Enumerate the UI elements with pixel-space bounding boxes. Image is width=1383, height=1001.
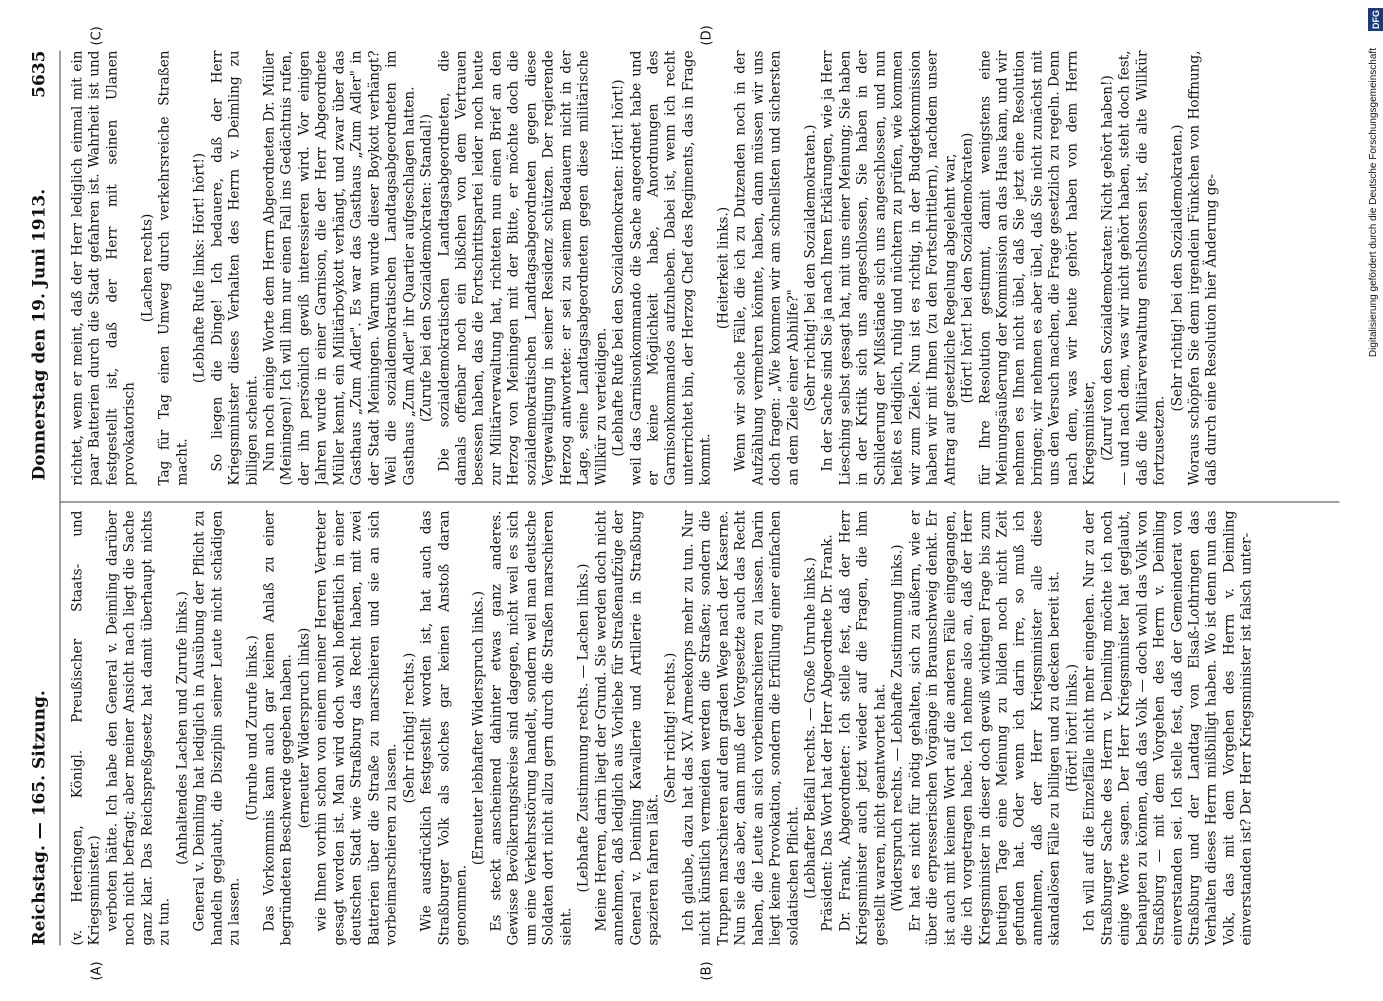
paragraph: So liegen die Dinge! Ich bedauere, daß der Herr Kriegsminister dieses Verhalten des Herrn v. Deimling zu billigen scheint. bbox=[209, 50, 261, 486]
paragraph: Präsident: Das Wort hat der Herr Abgeordnete Dr. Frank. bbox=[819, 534, 836, 932]
side-note-strip bbox=[1368, 8, 1383, 1000]
paragraph: Die sozialdemokratischen Landtagsabgeordneten, die damals offenbar noch ein bißchen von dem Vertrauen besessen haben, das die Fortschrittspartei leider noch heute zur Militärverwaltung hat, richteten nun einen Brief an den Herzog von Meiningen mit der Bitte, er möchte doch die sozialdemokratischen Landtagsabgeordneten gegen diese Vergewaltigung in seiner Residenz schützen. Der regierende Herzog antwortete: er sei zu seinem Bedauern nicht in der Lage, seine Landtagsabgeordneten gegen diese militärische Willkür zu verteidigen. bbox=[436, 50, 610, 486]
paragraph: Er hat es nicht für nötig gehalten, sich zu äußern, wie er über die erpresserischen Vorgänge in Braunschweig denkt. Er ist auch mit keinem Wort auf die anderen Fälle eingegangen, die ich vorgetragen habe. Ich nehme also an, daß der Herr Kriegsminister in dieser doch gewiß wichtigen Frage bis zum heutigen Tage eine Meinung zu bilden noch nicht Zeit gefunden hat. Oder wenn ich darin irre, so muß ich annehmen, daß der Herr Kriegsminister alle diese skandalösen Fälle zu billigen und zu decken bereit ist. bbox=[907, 510, 1063, 946]
interjection: (Zuruf von den Sozialdemokraten: Nicht gehört haben!) bbox=[1099, 75, 1116, 461]
paragraph: Es steckt anscheinend dahinter etwas ganz anderes. Gewisse Bevölkerungskreise sind dagegen, nicht weil es sich um eine Verkehrsstörung handelt, sondern weil man deutsche Soldaten dort nicht allzu gern durch die Straßen marschieren sieht. bbox=[488, 510, 575, 946]
header-left bbox=[30, 516, 60, 946]
interjection: (Sehr richtig! rechts.) bbox=[401, 652, 418, 804]
left-text-column bbox=[70, 511, 1345, 946]
paragraph: Wie ausdrücklich festgestellt worden ist, hat auch das Straßburger Volk als solches gar keinen Anstoß daran genommen. bbox=[418, 510, 470, 946]
paragraph: Meine Herren, darin liegt der Grund. Sie werden doch nicht annehmen, daß lediglich aus Vorliebe für Straßenaufzüge der General v. Deimling Kavallerie und Artillerie in Straßburg spazieren fahren läßt. bbox=[593, 510, 662, 946]
interjection: (Anhaltendes Lachen und Zurufe links.) bbox=[174, 591, 191, 865]
paragraph: Tag für Tag einen Umweg durch verkehrsreiche Straßen macht. bbox=[156, 50, 191, 486]
paragraph: (v. Heeringen, Königl. Preußischer Staats- und Kriegsminister.) bbox=[69, 510, 103, 946]
interjection: (Lebhafte Rufe bei den Sozialdemokraten: Hört! hört!) bbox=[610, 79, 627, 457]
interjection: (Sehr richtig! bei den Sozialdemokraten.) bbox=[1169, 124, 1186, 412]
interjection: (Sehr richtig! bei den Sozialdemokraten.) bbox=[802, 124, 819, 412]
interjection: (Widerspruch rechts. — Lebhafte Zustimmung links.) bbox=[889, 544, 906, 912]
paragraph: richtet, wenn er meint, daß der Herr lediglich einmal mit ein paar Batterien durch die Stadt gefahren ist. Wahrheit ist und festgestellt ist, daß der Herr mit seinen Ulanen provokatorisch bbox=[69, 50, 138, 486]
interjection: (Lebhafte Rufe links: Hört! hört!) bbox=[191, 152, 208, 384]
page-number: 5635 bbox=[29, 50, 50, 98]
margin-marker-c: (C) bbox=[89, 26, 105, 46]
interjection: (Lachen rechts) bbox=[139, 213, 156, 323]
right-text-column bbox=[70, 51, 1345, 486]
interjection: (Lebhafte Zustimmung rechts. — Lachen links.) bbox=[575, 563, 592, 893]
dfg-badge: DFG bbox=[1368, 8, 1383, 31]
margin-marker-a: (A) bbox=[89, 961, 105, 981]
paragraph: Nun noch einige Worte dem Herrn Abgeordneten Dr. Müller (Meiningen)! Ich will ihm nur einen Fall ins Gedächtnis rufen, der ihn persönlich gewiß interessieren wird. Vor einigen Jahren wurde in einer Garnison, die der Herr Abgeordnete Müller kennt, ein Militärboykott verhängt, und zwar über das Gasthaus „Zum Adler". Es war das Gasthaus „Zum Adler" in der Stadt Meiningen. Warum wurde dieser Boykott verhängt? Weil die sozialdemokratischen Landtagsabgeordneten im Gasthaus „Zum Adler" ihr Quartier aufgeschlagen hatten. bbox=[261, 50, 418, 486]
paragraph: Woraus schöpfen Sie denn irgendein Fünkchen von Hoffnung, daß durch eine Resolution hier Änderung ge- bbox=[1186, 50, 1220, 486]
header-rule bbox=[60, 51, 61, 946]
paragraph: Das Vorkommnis kann auch gar keinen Anlaß zu einer begründeten Beschwerde gegeben haben. bbox=[261, 510, 295, 946]
interjection: (erneuter Widerspruch links) bbox=[296, 627, 313, 829]
margin-marker-b: (B) bbox=[699, 961, 715, 981]
paragraph: — und nach dem, was wir nicht gehört haben, steht doch fest, daß die Militärverwaltung entschlossen ist, die alte Willkür fortzusetzen. bbox=[1116, 50, 1168, 486]
paragraph: Dr. Frank, Abgeordneter: Ich stelle fest, daß der Herr Kriegsminister auch jetzt wieder auf die Fragen, die ihm gestellt waren, nicht geantwortet hat. bbox=[837, 510, 889, 946]
rotated-newspaper-page bbox=[0, 1, 1383, 1001]
paragraph: für Ihre Resolution gestimmt, damit wenigstens eine Meinungsäußerung der Kommission an das Haus kam, und wir nehmen es Ihnen nicht übel, daß Sie jetzt eine Resolution bringen; wir nehmen es aber übel, daß Sie nicht zunächst mit uns den Versuch machen, die Frage gesetzlich zu regeln. Denn nach dem, was wir heute gehört haben von dem Herrn Kriegsminister, bbox=[977, 50, 1098, 486]
interjection: (Hört! hört! links.) bbox=[1064, 663, 1081, 793]
interjection: (Sehr richtig! rechts.) bbox=[662, 652, 679, 804]
paragraph: verboten hätte. Ich habe den General v. Deimling darüber noch nicht befragt; aber meiner Ansicht nach liegt die Sache ganz klar. Das Reichspreßgesetz hat damit überhaupt nichts zu tun. bbox=[104, 510, 173, 946]
paragraph: Ich will auf die Einzelfälle nicht mehr eingehen. Nur zu der Straßburger Sache des Herrn v. Deimling möchte ich noch einige Worte sagen. Der Herr Kriegsminister hat geglaubt, behaupten zu können, daß das Volk — doch wohl das Volk von Straßburg — mit dem Vorgehen des Herrn v. Deimling einverstanden sei. Ich stelle fest, daß der Gemeinderat von Straßburg und der Landtag von Elsaß-Lothringen das Verhalten dieses Herrn mißbilligt haben. Wo ist denn nun das Volk, das mit dem Vorgehen des Herrn v. Deimling einverstanden ist? Der Herr Kriegsminister ist falsch unter- bbox=[1081, 510, 1255, 946]
paragraph: Ich glaube, dazu hat das XV. Armeekorps mehr zu tun. Nur nicht künstlich vermeiden werden die Straßen; sondern die Truppen marschieren auf dem graden Wege nach der Kaserne. Nun sie das aber, dann muß der Vorgesetzte auch das Recht haben, die Leute an sich vorbeimarschieren zu lassen. Darin liegt keine Provokation, sondern die Erfüllung einer einfachen soldatischen Pflicht. bbox=[680, 510, 802, 946]
header-right bbox=[30, 51, 60, 481]
paragraph: Wenn wir solche Fälle, die ich zu Dutzenden noch in der Aufzählung vermehren könnte, haben, dann müssen wir uns doch fragen: „Wie kommen wir am schnellsten und sichersten an dem Ziele einer Abhilfe?" bbox=[732, 50, 802, 486]
interjection: (Unruhe und Zurufe links.) bbox=[244, 635, 261, 821]
digitization-note: Digitalisierung gefördert durch die Deutsche Forschungsgemeinschaft bbox=[1368, 48, 1379, 358]
paragraph: General v. Deimling hat lediglich in Ausübung der Pflicht zu handeln geglaubt, die Disziplin seiner Leute nicht schädigen zu lassen. bbox=[191, 510, 243, 946]
interjection: (Zurufe bei den Sozialdemokraten: Standal!) bbox=[418, 113, 435, 423]
margin-marker-d: (D) bbox=[699, 25, 715, 46]
right-header-title: Donnerstag den 19. Juni 1913. bbox=[29, 188, 50, 481]
paragraph: wie Ihnen vorhin schon von einem meiner Herren Vertreter gesagt worden ist. Man wird doch wohl hoffentlich in einer deutschen Stadt wie Straßburg das Recht haben, mit zwei Batterien über die Straße zu marschieren und sie an sich vorbeimarschieren zu lassen. bbox=[313, 510, 400, 946]
interjection: (Erneuter lebhafter Widerspruch links.) bbox=[470, 590, 487, 866]
interjection: (Heiterkeit links.) bbox=[715, 206, 732, 330]
paragraph: In der Sache sind Sie ja nach Ihren Erklärungen, wie ja Herr Liesching selbst gesagt hat, mit uns einer Meinung; Sie haben in der Kritik sich uns angeschlossen, Sie haben in der Schilderung der Mißstände sich uns angeschlossen, und nun heißt es lediglich, ruhig und nüchtern zu prüfen, wie kommen wir zum Ziele. Nun ist es richtig, in der Budgetkommission haben wir mit Ihnen (zu den Fortschrittlern), nachdem unser Antrag auf gesetzliche Regelung abgelehnt war, bbox=[819, 50, 959, 486]
interjection: (Lebhafter Beifall rechts. — Große Unruhe links.) bbox=[802, 557, 819, 899]
interjection: (Hört! hört! bei den Sozialdemokraten) bbox=[959, 132, 976, 404]
left-header-title: Reichstag. — 165. Sitzung. bbox=[29, 690, 50, 946]
column-separator bbox=[60, 502, 1340, 503]
paragraph: weil das Garnisonkommando die Sache angeordnet habe und er keine Möglichkeit habe, Anordnungen des Garnisonkommandos aufzuheben. Dabei ist, wenn ich recht unterrichtet bin, der Herzog Chef des Regiments, das in Frage kommt. bbox=[628, 50, 714, 486]
